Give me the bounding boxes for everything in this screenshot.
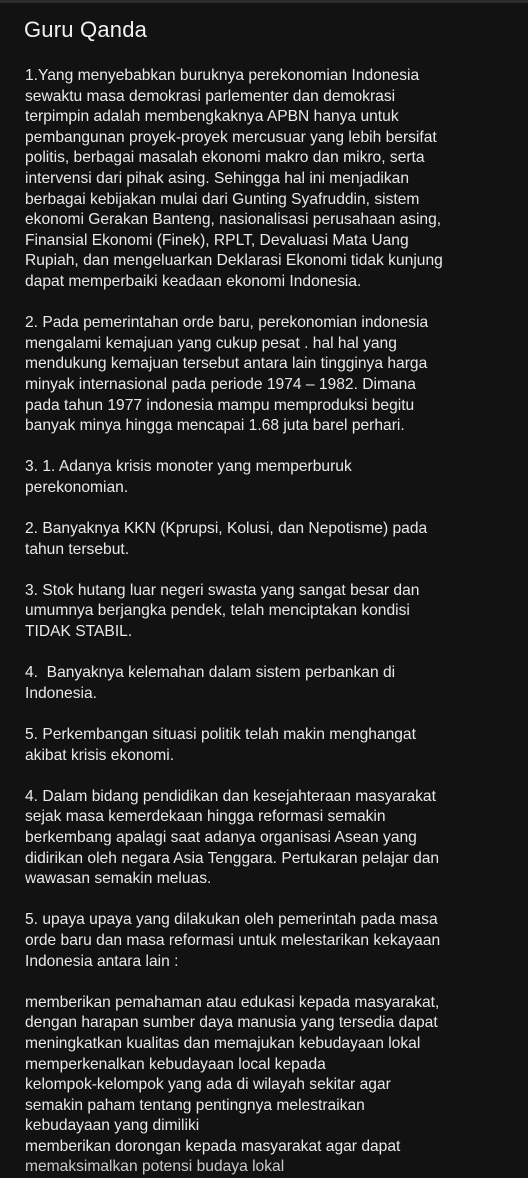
answer-line: semakin paham tentang pentingnya melestraikan bbox=[25, 1096, 365, 1114]
answer-line: minyak internasional pada periode 1974 – 1982. Dimana bbox=[25, 375, 416, 393]
answer-line: dapat memperbaiki keadaan ekonomi Indonesia. bbox=[25, 272, 362, 290]
answer-line: memberikan dorongan kepada masyarakat agar dapat bbox=[25, 1137, 401, 1155]
answer-line: kelompok-kelompok yang ada di wilayah sekitar agar bbox=[25, 1076, 391, 1094]
answer-line: Rupiah, dan mengeluarkan Deklarasi Ekonomi tidak kunjung bbox=[25, 252, 443, 270]
answer-line: tahun tersebut. bbox=[25, 540, 130, 558]
paragraph-gap bbox=[25, 704, 503, 725]
answer-line: akibat krisis ekonomi. bbox=[25, 746, 175, 764]
answer-line: 5. upaya upaya yang dilakukan oleh pemerintah pada masa bbox=[25, 911, 438, 929]
answer-line: memaksimalkan potensi budaya lokal bbox=[25, 1158, 285, 1176]
paragraph-gap bbox=[25, 437, 503, 458]
answer-line: 3. 1. Adanya krisis monoter yang memperburuk bbox=[25, 458, 352, 476]
answer-line: mendukung kemajuan tersebut antara lain tingginya harga bbox=[25, 355, 428, 373]
answer-line: kebudayaan yang dimiliki bbox=[25, 1117, 200, 1135]
answer-line: 4. Banyaknya kelemahan dalam sistem perbankan di bbox=[25, 664, 396, 682]
answer-line: banyak minya hingga mencapai 1.68 juta barel perhari. bbox=[25, 417, 405, 435]
answer-line: wawasan semakin meluas. bbox=[25, 870, 212, 888]
answer-line: Indonesia. bbox=[25, 684, 97, 702]
answer-line: pembangunan proyek-proyek mercusuar yang lebih bersifat bbox=[25, 128, 437, 146]
answer-line: TIDAK STABIL. bbox=[25, 623, 133, 641]
answer-line: 1.Yang menyebabkan buruknya perekonomian Indonesia bbox=[25, 67, 420, 84]
answer-line: ekonomi Gerakan Banteng, nasionalisasi perusahaan asing, bbox=[25, 211, 442, 229]
paragraph-gap bbox=[25, 972, 503, 993]
answer-body bbox=[25, 66, 503, 1178]
answer-line: 2. Pada pemerintahan orde baru, perekonomian indonesia bbox=[25, 314, 429, 332]
answer-line: terpimpin adalah membengkaknya APBN hanya untuk bbox=[25, 108, 399, 126]
answer-line: intervensi dari pihak asing. Sehingga hal ini menjadikan bbox=[25, 169, 410, 187]
answer-line: 3. Stok hutang luar negeri swasta yang sangat besar dan bbox=[25, 581, 420, 599]
top-divider bbox=[0, 0, 528, 3]
answer-line: 2. Banyaknya KKN (Kprupsi, Kolusi, dan Nepotisme) pada bbox=[25, 520, 428, 538]
answer-line: Indonesia antara lain : bbox=[25, 952, 179, 970]
answer-line: memberikan pemahaman atau edukasi kepada masyarakat, bbox=[25, 993, 440, 1011]
answer-line: orde baru dan masa reformasi untuk melestarikan kekayaan bbox=[25, 931, 441, 949]
answer-line: 5. Perkembangan situasi politik telah makin menghangat bbox=[25, 726, 416, 743]
answer-line: politis, berbagai masalah ekonomi makro dan mikro, serta bbox=[25, 149, 425, 167]
page-title: Guru Qanda bbox=[24, 17, 148, 42]
answer-line: sejak masa kemerdekaan hingga reformasi semakin bbox=[25, 808, 386, 826]
paragraph-gap bbox=[25, 293, 503, 314]
answer-line: Finansial Ekonomi (Finek), RPLT, Devaluasi Mata Uang bbox=[25, 231, 409, 249]
answer-line: 4. Dalam bidang pendidikan dan kesejahteraan masyarakat bbox=[25, 787, 436, 805]
paragraph-gap bbox=[25, 560, 503, 581]
paragraph-gap bbox=[25, 890, 503, 911]
answer-line: berbagai kebijakan mulai dari Gunting Syafruddin, sistem bbox=[25, 190, 420, 208]
answer-line: memperkenalkan kebudayaan local kepada bbox=[25, 1055, 326, 1073]
paragraph-gap bbox=[25, 643, 503, 664]
answer-line: pada tahun 1977 indonesia mampu memproduksi begitu bbox=[25, 396, 415, 414]
answer-line: perekonomian. bbox=[25, 478, 129, 496]
answer-line: umumnya berjangka pendek, telah menciptakan kondisi bbox=[25, 602, 410, 620]
paragraph-gap bbox=[25, 498, 503, 519]
answer-line: mengalami kemajuan yang cukup pesat . hal hal yang bbox=[25, 334, 397, 352]
answer-line: meningkatkan kualitas dan memajukan kebudayaan lokal bbox=[25, 1034, 421, 1052]
answer-line: didirikan oleh negara Asia Tenggara. Pertukaran pelajar dan bbox=[25, 849, 440, 867]
answer-line: dengan harapan sumber daya manusia yang tersedia dapat bbox=[25, 1014, 438, 1032]
answer-line: sewaktu masa demokrasi parlementer dan demokrasi bbox=[25, 87, 396, 105]
paragraph-gap bbox=[25, 766, 503, 787]
answer-line: berkembang apalagi saat adanya organisasi Asean yang bbox=[25, 828, 417, 846]
